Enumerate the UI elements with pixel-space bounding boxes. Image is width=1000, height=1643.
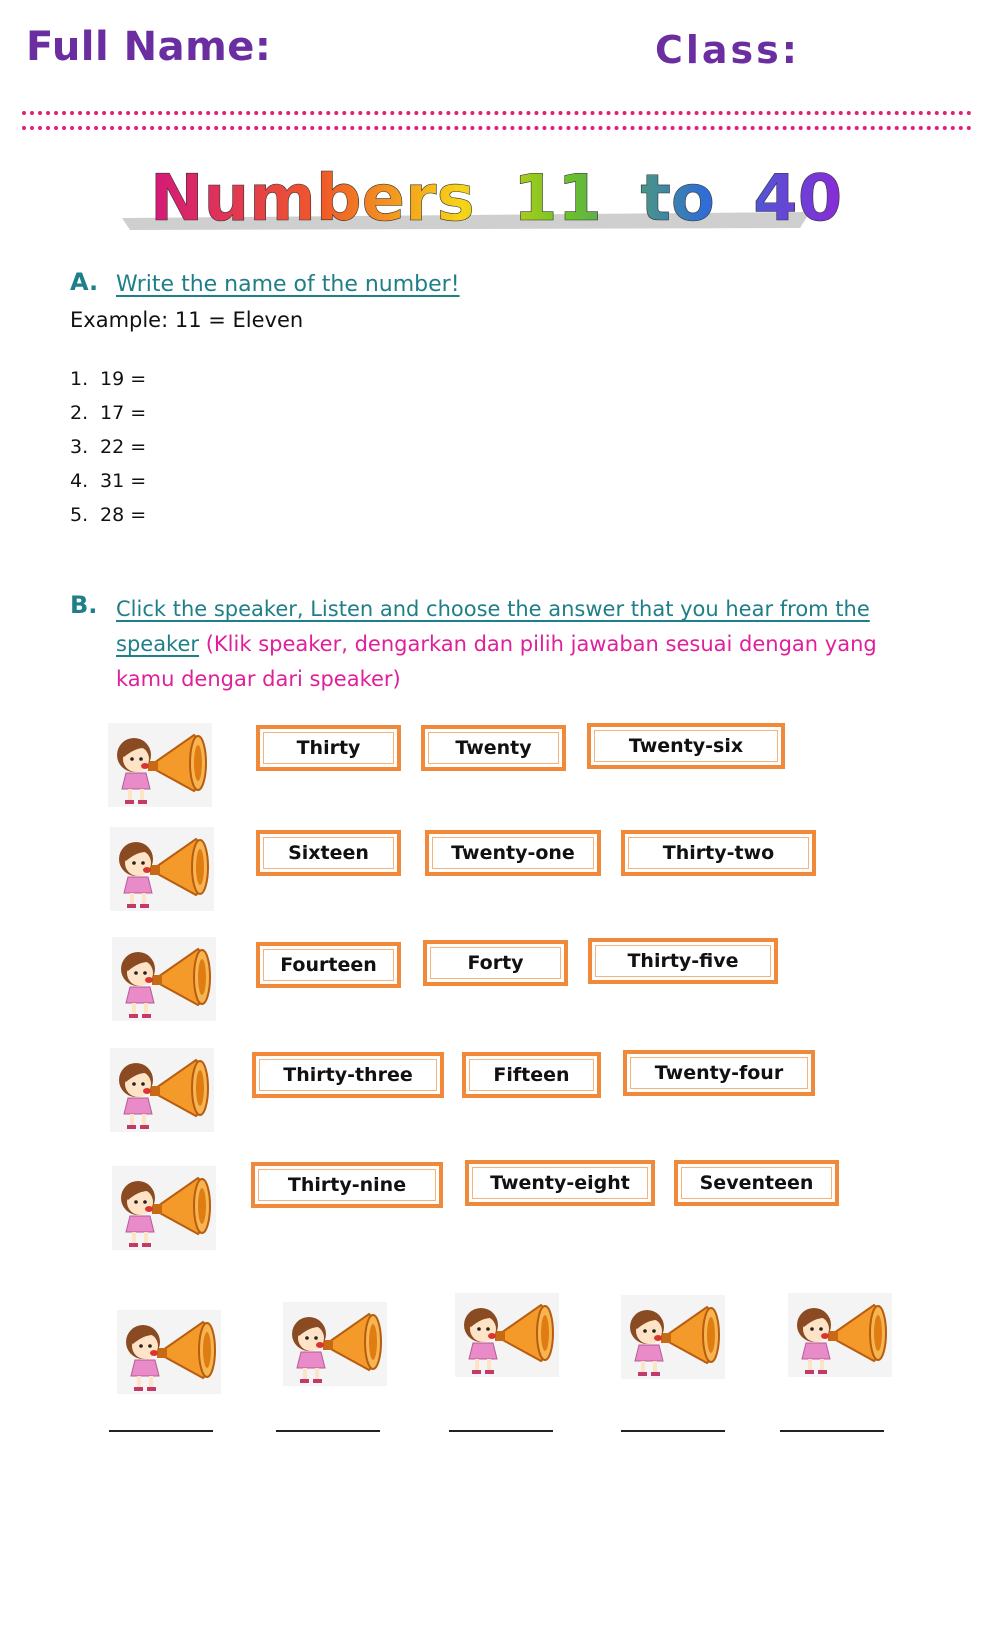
speaker-button[interactable]: [788, 1293, 892, 1377]
section-b-letter: B.: [70, 591, 98, 619]
speaker-button[interactable]: [455, 1293, 559, 1377]
question-item: [70, 436, 146, 458]
section-a-letter: A.: [70, 268, 99, 296]
dotted-divider: [22, 111, 972, 115]
worksheet-title: [120, 160, 843, 240]
dotted-divider: [22, 126, 972, 130]
speaker-button[interactable]: [283, 1302, 387, 1386]
full-name-label: Full Name:: [26, 24, 272, 70]
question-item: [70, 402, 146, 424]
answer-option[interactable]: Thirty-three: [252, 1052, 444, 1098]
question-item: [70, 368, 146, 390]
answer-option[interactable]: Fifteen: [462, 1052, 601, 1098]
title-number-start: 11: [512, 162, 603, 236]
answer-option[interactable]: Twenty-one: [425, 830, 601, 876]
answer-line[interactable]: [780, 1430, 884, 1432]
class-label: Class:: [655, 28, 800, 72]
answer-option[interactable]: Seventeen: [674, 1160, 839, 1206]
answer-option[interactable]: Twenty-six: [587, 723, 785, 769]
question-text: 28 =: [100, 504, 147, 526]
answer-option[interactable]: Forty: [423, 940, 568, 986]
question-text: 17 =: [100, 402, 147, 424]
section-a-instruction: Write the name of the number!: [116, 272, 460, 297]
question-text: 22 =: [100, 436, 147, 458]
answer-line[interactable]: [109, 1430, 213, 1432]
speaker-button[interactable]: [110, 827, 214, 911]
question-item: [70, 470, 146, 492]
answer-option[interactable]: Thirty-nine: [251, 1162, 443, 1208]
answer-option[interactable]: Twenty-four: [623, 1050, 815, 1096]
answer-option[interactable]: Thirty-five: [588, 938, 778, 984]
title-word-to: to: [640, 162, 715, 236]
example-text: Example: 11 = Eleven: [70, 308, 304, 332]
title-word-numbers: Numbers: [150, 162, 475, 236]
section-b-instruction-block: [116, 592, 896, 697]
question-text: 19 =: [100, 368, 147, 390]
question-item: [70, 504, 146, 526]
section-b-translation: (Klik speaker, dengarkan dan pilih jawaban sesuai dengan yang kamu dengar dari speaker): [116, 632, 877, 691]
speaker-button[interactable]: [108, 723, 212, 807]
answer-option[interactable]: Twenty-eight: [465, 1160, 655, 1206]
answer-option[interactable]: Fourteen: [256, 942, 401, 988]
answer-line[interactable]: [621, 1430, 725, 1432]
question-number: 3.: [70, 436, 89, 458]
answer-option[interactable]: Thirty: [256, 725, 401, 771]
question-number: 2.: [70, 402, 89, 424]
answer-option[interactable]: Twenty: [421, 725, 566, 771]
speaker-button[interactable]: [117, 1310, 221, 1394]
question-number: 1.: [70, 368, 89, 390]
speaker-button[interactable]: [112, 1166, 216, 1250]
speaker-button[interactable]: [110, 1048, 214, 1132]
answer-option[interactable]: Thirty-two: [621, 830, 816, 876]
answer-line[interactable]: [449, 1430, 553, 1432]
section-b-instruction: Click the speaker, Listen and choose the answer that you hear from the speaker: [116, 597, 870, 656]
answer-option[interactable]: Sixteen: [256, 830, 401, 876]
question-text: 31 =: [100, 470, 147, 492]
question-number: 5.: [70, 504, 89, 526]
title-number-end: 40: [753, 162, 843, 236]
speaker-button[interactable]: [621, 1295, 725, 1379]
answer-line[interactable]: [276, 1430, 380, 1432]
question-number: 4.: [70, 470, 89, 492]
speaker-button[interactable]: [112, 937, 216, 1021]
